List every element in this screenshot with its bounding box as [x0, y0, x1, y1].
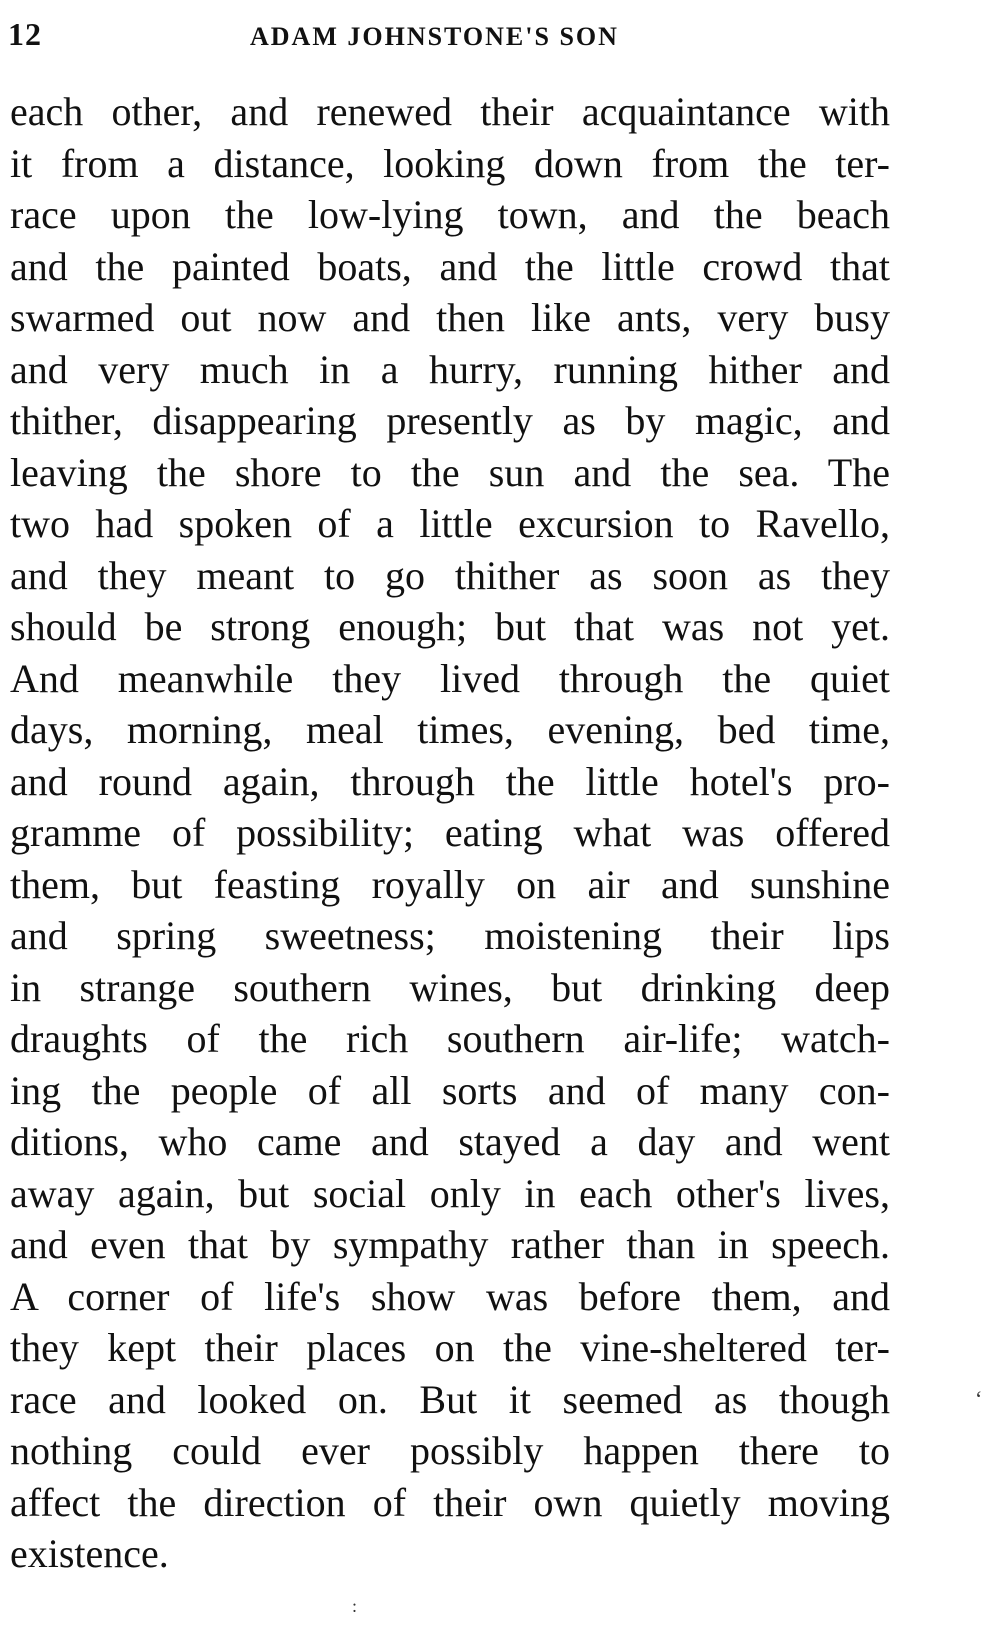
body-text [10, 86, 890, 1580]
text-line: and they meant to go thither as soon as they [10, 552, 890, 598]
text-line: nothing could ever possibly happen there to [10, 1428, 890, 1473]
stray-print-mark: ‘ [975, 1386, 983, 1411]
stray-print-mark: : [352, 1596, 358, 1616]
text-line: gramme of possibility; eating what was offered [10, 810, 890, 855]
text-line: in strange southern wines, but drinking deep [10, 964, 890, 1010]
text-line: and spring sweetness; moistening their lips [10, 913, 890, 958]
text-line: it from a distance, looking down from the ter- [10, 140, 890, 186]
text-line: away again, but social only in each other's lives, [10, 1170, 890, 1216]
page-header [0, 10, 1000, 60]
text-line: and round again, through the little hotel's pro- [10, 758, 890, 804]
text-line: draughts of the rich southern air-life; watch- [10, 1016, 890, 1061]
text-line: thither, disappearing presently as by magic, and [10, 398, 890, 443]
text-line: affect the direction of their own quietly moving [10, 1479, 890, 1525]
text-line: A corner of life's show was before them, and [10, 1273, 890, 1319]
text-line: them, but feasting royally on air and sunshine [10, 861, 890, 907]
text-line: race upon the low-lying town, and the beach [10, 192, 890, 237]
text-line: days, morning, meal times, evening, bed time, [10, 707, 890, 752]
text-line: they kept their places on the vine-sheltered ter- [10, 1325, 890, 1370]
running-head: ADAM JOHNSTONE'S SON [250, 22, 619, 51]
text-line: leaving the shore to the sun and the sea. The [10, 449, 890, 495]
text-line: and even that by sympathy rather than in speech. [10, 1222, 890, 1267]
text-line: And meanwhile they lived through the quiet [10, 655, 890, 701]
text-line: each other, and renewed their acquaintance with [10, 89, 890, 134]
text-line: should be strong enough; but that was not yet. [10, 604, 890, 649]
text-line: two had spoken of a little excursion to Ravello, [10, 501, 890, 546]
text-line: ditions, who came and stayed a day and went [10, 1119, 890, 1164]
text-line: race and looked on. But it seemed as though [10, 1376, 890, 1422]
text-line: and very much in a hurry, running hither and [10, 346, 890, 392]
text-line: and the painted boats, and the little crowd that [10, 243, 890, 289]
text-line: ing the people of all sorts and of many con- [10, 1067, 890, 1113]
text-line: existence. [10, 1531, 169, 1576]
page-number: 12 [8, 16, 42, 52]
text-line: swarmed out now and then like ants, very busy [10, 295, 890, 340]
